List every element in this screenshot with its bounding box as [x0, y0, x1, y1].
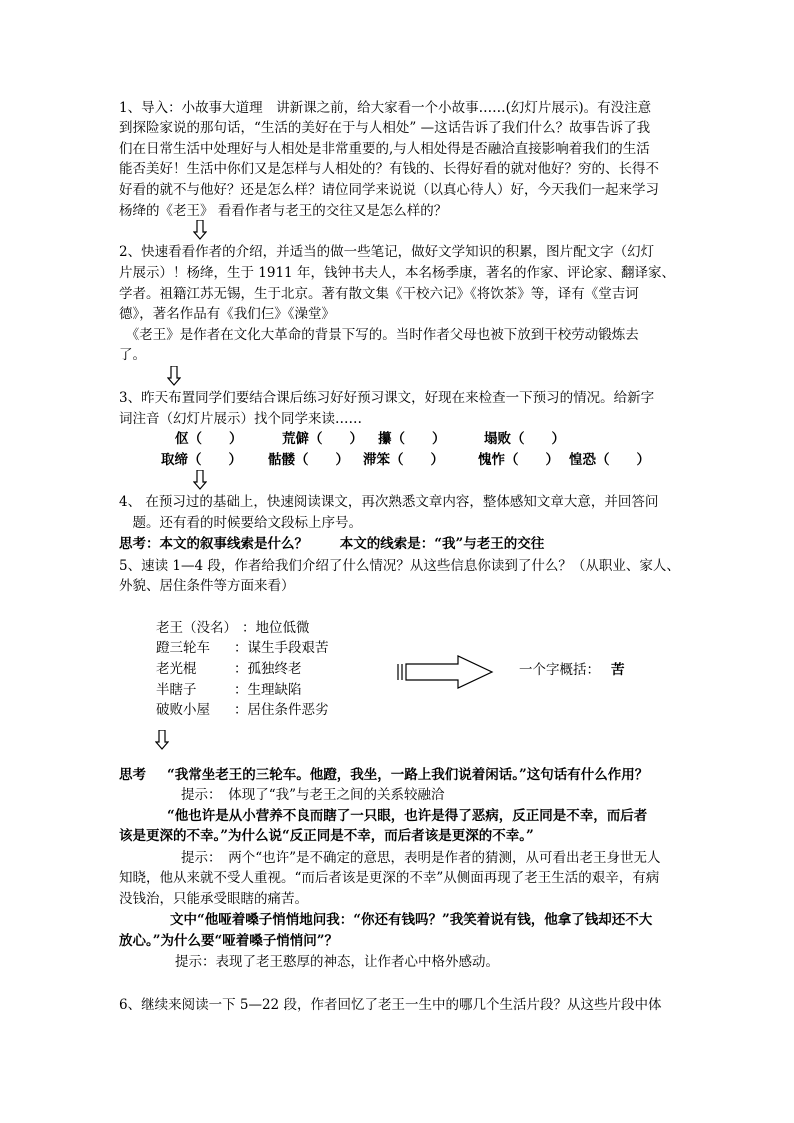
para5-line1: 5、速读 1—4 段，作者给我们介绍了什么情况？从这些信息你读到了什么？（从职业、家人、 [119, 558, 680, 574]
para1-line1: 1、导入：小故事大道理 讲新课之前，给大家看一个小故事……(幻灯片展示)。有没注意 [119, 100, 652, 116]
para4-line1: 4、 在预习过的基础上，快速阅读课文，再次熟悉文章内容，整体感知文章大意，并回答问 [119, 494, 659, 510]
summary-char: 苦 [611, 662, 625, 678]
info-item-right: ：生理缺陷 [234, 682, 302, 698]
para2-line1: 2、快速看看作者的介绍，并适当的做一些笔记，做好文学知识的积累，图片配文字（幻灯 [119, 244, 655, 260]
think-label: 思考 [119, 767, 146, 783]
para1-line3: 们在日常生活中处理好与人相处是非常重要的,与人相处得是否融洽直接影响着我们的生活 [119, 141, 650, 157]
down-arrow-icon [193, 470, 207, 490]
down-arrow-icon [155, 730, 169, 750]
vocab-item: 荒僻（ ） [282, 431, 363, 447]
right-arrow-icon [396, 655, 494, 689]
vocab-item: 取缔（ ） [161, 452, 242, 468]
vocab-item: 塌败（ ） [484, 431, 565, 447]
summary-label: 一个字概括： [519, 662, 600, 678]
vocab-item: 愧怍（ ） [478, 452, 559, 468]
para6-line1: 6、继续来阅读一下 5—22 段，作者回忆了老王一生中的哪几个生活片段？从这些片段中体 [119, 997, 662, 1013]
para4-line2: 题。还有看的时候要给文段标上序号。 [119, 515, 362, 531]
info-item-left: 破败小屋 [156, 702, 210, 718]
info-item-right: ：居住条件恶劣 [234, 702, 329, 718]
think-question-1: 思考：本文的叙事线索是什么？ 本文的线索是：“我”与老王的交往 [119, 536, 545, 552]
hint-1: 提示： 体现了“我”与老王之间的关系较融洽 [181, 787, 445, 803]
down-arrow-icon [193, 220, 207, 240]
vocab-item: 攥（ ） [378, 431, 446, 447]
para1-line6: 杨绛的《老王》 看看作者与老王的交往又是怎么样的？ [119, 203, 448, 219]
vocab-item: 骷髅（ ） [268, 452, 349, 468]
para1-line2: 到探险家说的那句话，“生活的美好在于与人相处” —这话告诉了我们什么？故事告诉了我 [119, 120, 651, 136]
para1-line4: 能否美好！生活中你们又是怎样与人相处的？有钱的、长得好看的就对他好？穷的、长得不 [119, 161, 659, 177]
hint-2-line1: 提示： 两个“也许”是不确定的意思，表明是作者的猜测，从可看出老王身世无人 [181, 850, 661, 866]
para2-line6: 了。 [119, 347, 146, 363]
hint-2-line2: 知晓，他从来就不受人重视。“而后者该是更深的不幸”从侧面再现了老王生活的艰辛，有病 [119, 870, 660, 886]
question-3-line2: 放心。”为什么要“哑着嗓子悄悄问”？ [119, 933, 339, 949]
para5-line2: 外貌、居住条件等方面来看） [119, 578, 295, 594]
question-2-line2: 该是更深的不幸。”为什么说“反正同是不幸，而后者该是更深的不幸。” [119, 828, 534, 844]
hint-3: 提示：表现了老王憨厚的神态，让作者心中格外感动。 [175, 954, 499, 970]
para2-line4: 德》，著名作品有《我们仨》《澡堂》 [119, 306, 335, 322]
vocab-item: 惶恐（ ） [569, 452, 650, 468]
info-item-left: 蹬三轮车 [156, 640, 210, 656]
info-item-left: 老光棍 [156, 661, 197, 677]
para2-line2: 片展示）！杨绛，生于 1911 年，钱钟书夫人，本名杨季康，著名的作家、评论家、翻译家、 [119, 265, 675, 281]
down-arrow-icon [167, 366, 181, 386]
info-item-left: 半瞎子 [156, 682, 197, 698]
info-item-right: ：孤独终老 [234, 661, 302, 677]
info-item-left: 老王（没名） [156, 620, 237, 636]
para3-line1: 3、昨天布置同学们要结合课后练习好好预习课文，好现在来检查一下预习的情况。给新字 [119, 390, 655, 406]
info-item-right: ：谋生手段艰苦 [234, 640, 329, 656]
para3-line2: 词注音（幻灯片展示）找个同学来读…… [119, 411, 362, 427]
question-2-line1: “他也许是从小营养不良而瞎了一只眼，也许是得了恶病，反正同是不幸，而后者 [167, 808, 648, 824]
vocab-item: 滞笨（ ） [363, 452, 444, 468]
para2-line3: 学者。祖籍江苏无锡，生于北京。著有散文集《干校六记》《将饮茶》等，译有《堂吉诃 [119, 286, 639, 302]
info-item-right: ：地位低微 [242, 620, 310, 636]
question-3-line1: 文中“他哑着嗓子悄悄地问我：“你还有钱吗？”我笑着说有钱，他拿了钱却还不大 [170, 912, 653, 928]
para2-line5: 《老王》是作者在文化大革命的背景下写的。当时作者父母也被下放到干校劳动锻炼去 [119, 327, 639, 343]
vocab-item: 伛（ ） [175, 431, 243, 447]
think-question-2: “我常坐老王的三轮车。他蹬，我坐，一路上我们说着闲话。”这句话有什么作用？ [167, 767, 649, 783]
hint-2-line3: 没钱治，只能承受眼瞎的痛苦。 [119, 891, 308, 907]
para1-line5: 好看的就不与他好？还是怎么样？请位同学来说说（以真心待人）好，今天我们一起来学习 [119, 182, 659, 198]
